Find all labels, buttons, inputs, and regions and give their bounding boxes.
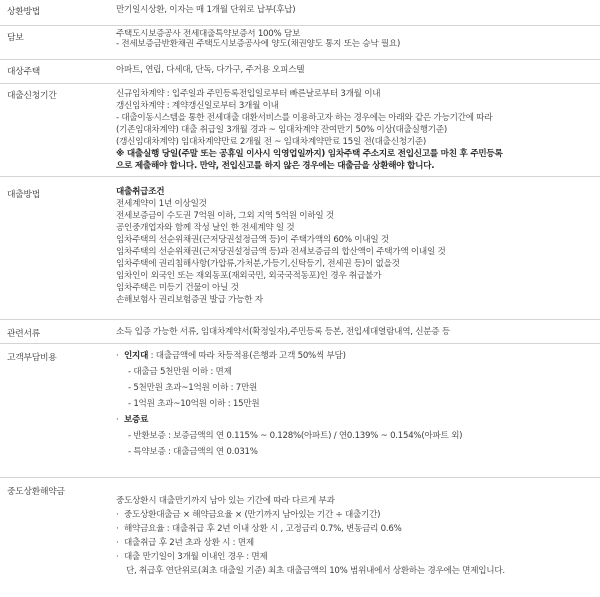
bullet-icon: · — [116, 415, 119, 425]
bullet-icon: · — [116, 552, 119, 562]
row-period — [0, 83, 600, 177]
list-item: · 해약금요율 : 대출취급 후 2년 이내 상환 시 , 고정금리 0.7%, 변동금리 0.6% — [116, 524, 402, 534]
section-heading: 대출취급조건 — [116, 187, 165, 197]
row-method — [0, 176, 600, 320]
text-line: 임차인이 외국인 또는 재외동포(재외국민, 외국국적동포)인 경우 취급불가 — [116, 271, 382, 281]
text-line: - 전세보증금반환채권 주택도시보증공사에 양도(채권양도 통지 또는 승낙 필요) — [116, 39, 401, 49]
text-line: - 대출금 5천만원 이하 : 면제 — [128, 367, 232, 377]
text-line: (갱신임대차계약) 임대차계약만료 2개월 전 ~ 임대차계약만료 15일 전(대출신청기준) — [116, 137, 427, 147]
text-line: - 1억원 초과~10억원 이하 : 15만원 — [128, 399, 260, 409]
row-repay — [0, 0, 600, 25]
row-label: 대상주택 — [7, 67, 40, 77]
text-line: 만기일시상환, 이자는 매 1개월 단위로 납부(후납) — [116, 5, 296, 15]
guarantee-fee-title: 보증료 — [124, 415, 149, 425]
text-line: 임차주택에 권리침해사항(가압류,가처분,가등기,신탁등기, 전세권 등)이 없을것 — [116, 259, 400, 269]
row-collateral — [0, 25, 600, 60]
text-line: 중도상환시 대출만기까지 남아 있는 기간에 따라 다르게 부과 — [116, 496, 335, 506]
text-line: 임차주택의 선순위채권(근저당권설정금액 등)이 주택가액의 60% 이내일 것 — [116, 235, 389, 245]
text-line: - 특약보증 : 대출금액의 연 0.031% — [128, 447, 258, 457]
list-item: · 대출취급 후 2년 초과 상환 시 : 면제 — [116, 538, 254, 548]
row-label: 상환방법 — [7, 7, 40, 17]
warning-line: ※ 대출실행 당일(주말 또는 공휴일 이사시 익영업일까지) 임차주택 주소지로 전입신고를 마친 후 주민등록 — [116, 149, 503, 159]
bullet-icon: · — [116, 524, 119, 534]
text-line: 신규임차계약 : 입주일과 주민등록전입일로부터 빠른날로부터 3개월 이내 — [116, 89, 381, 99]
text-line: 손해보험사 권리보험증권 발급 가능한 자 — [116, 295, 263, 305]
text-line: 전세계약이 1년 이상일것 — [116, 199, 207, 209]
row-cost — [0, 343, 600, 478]
stamp-duty-title: 인지대 — [124, 351, 149, 361]
text-line: (기존임대차계약) 대출 취급일 3개월 경과 ~ 임대차계약 잔여만기 50% 이상(대출실행기준) — [116, 125, 447, 135]
row-label: 중도상환해약금 — [7, 487, 65, 497]
row-label: 관련서류 — [7, 329, 40, 339]
warning-line: 으로 제출해야 합니다. 만약, 전입신고를 하지 않은 경우에는 대출금을 상환해야 합니다. — [116, 161, 435, 171]
row-target — [0, 59, 600, 84]
bullet-icon: · — [116, 510, 119, 520]
stamp-duty-desc: : 대출금액에 따라 차등적용(은행과 고객 50%씩 부담) — [148, 351, 346, 361]
text-line: 주택도시보증공사 전세대출특약보증서 100% 담보 — [116, 29, 300, 39]
row-label: 대출신청기간 — [7, 91, 57, 101]
stamp-duty-line — [116, 350, 596, 362]
text-line: 단, 취급후 연단위로(최초 대출일 기준) 최초 대출금액의 10% 범위내에서 상환하는 경우에는 면제입니다. — [126, 566, 505, 576]
text-line: - 반환보증 : 보증금액의 연 0.115% ~ 0.128%(아파트) / 연0.139% ~ 0.154%(아파트 외) — [128, 431, 463, 441]
text-line: 공인중개업자와 함께 작성 날인 한 전세계약 일 것 — [116, 223, 295, 233]
row-label: 담보 — [7, 33, 24, 43]
bullet-icon: · — [116, 351, 119, 361]
text-line: - 5천만원 초과~1억원 이하 : 7만원 — [128, 383, 258, 393]
text-line: - 대출이동시스템을 통한 전세대출 대환서비스를 이용하고자 하는 경우에는 아래와 같은 가능기간에 따라 — [116, 113, 493, 123]
text-line: 갱신임차계약 : 계약갱신일로부터 3개월 이내 — [116, 101, 279, 111]
list-item: · 대출 만기일이 3개월 이내인 경우 : 면제 — [116, 552, 268, 562]
row-label: 대출방법 — [7, 190, 40, 200]
text-line: 임차주택은 미등기 건물이 아닐 것 — [116, 283, 239, 293]
row-docs — [0, 319, 600, 344]
row-label: 고객부담비용 — [7, 353, 57, 363]
text-line: 소득 입증 가능한 서류, 임대차계약서(확정일자),주민등록 등본, 전입세대열람내역, 신분증 등 — [116, 327, 450, 337]
bullet-icon: · — [116, 538, 119, 548]
text-line: 임차주택의 선순위채권(근저당권설정금액 등)과 전세보증금의 합산액이 주택가액 이내일 것 — [116, 247, 446, 257]
text-line: 전세보증금이 수도권 7억원 이하, 그외 지역 5억원 이하일 것 — [116, 211, 334, 221]
row-penalty — [0, 477, 600, 597]
guarantee-fee-line — [116, 414, 596, 426]
list-item: · 중도상환대출금 × 해약금요율 × (만기까지 남아있는 기간 ÷ 대출기간) — [116, 510, 381, 520]
text-line: 아파트, 연립, 다세대, 단독, 다가구, 주거용 오피스텔 — [116, 65, 305, 75]
